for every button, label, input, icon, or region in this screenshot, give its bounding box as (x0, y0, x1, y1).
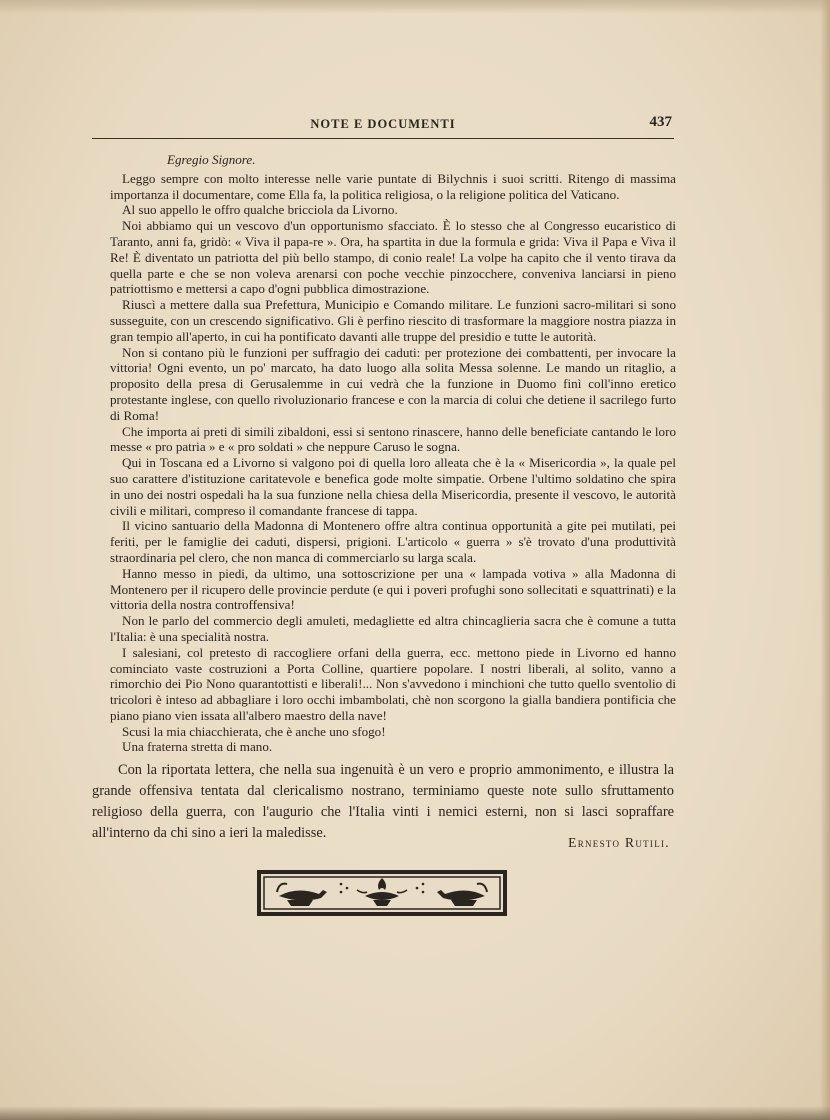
letter-paragraph: Non si contano più le funzioni per suffragio dei caduti: per protezione dei combattenti, per invocare la vittoria! Ogni evento, un po' marcato, ha dato luogo alla solita Messa solenne. Le mando un ritaglio, a proposito della presa di Gerusalemme in cui vedrà che la funzione in Duomo finì coll'inno eretico protestante inglese, con quello rivoluzionario francese e con la marcia di colui che detiene il sacrilego furto di Roma! (110, 344, 676, 423)
letter-paragraph: I salesiani, col pretesto di raccogliere orfani della guerra, ecc. mettono piede in Livorno ed hanno cominciato vaste costruzioni a Porta Colline, quartiere popolare. I nostri liberali, al solito, vanno a rimorchio dei Pio Nono quarantottisti e liberali!... Non s'avvedono i minchioni che tutto quello sventolio di tricolori è inteso ad abbagliare i loro occhi imbambolati, chè non scorgono la gialla bandiera pontificia che piano piano vien issata all'albero maestro della nave! (110, 644, 676, 723)
letter-paragraph: Qui in Toscana ed a Livorno si valgono poi di quella loro alleata che è la « Misericordia », la quale pel suo carattere d'istituzione caritatevole e benefica gode molte simpatie. Orbene l'ultimo soldatino che spira in uno dei nostri ospedali ha la sua funzione nella chiesa della Misericordia, presente il vescovo, le autorità civili e militari, compreso il comandante francese di tappa. (110, 455, 676, 518)
letter-paragraph: Al suo appello le offro qualche bricciola da Livorno. (122, 202, 398, 218)
commentary-body (92, 760, 674, 844)
letter-salutation: Egregio Signore. (167, 152, 256, 167)
page-edge-right (820, 0, 830, 1120)
letter-paragraph: Leggo sempre con molto interesse nelle varie puntate di Bilychnis i suoi scritti. Ritengo di massima importanza il documentare, come Ella fa, la politica religiosa, o la religione politica del Vaticano. (110, 170, 676, 202)
letter-paragraph: Che importa ai preti di simili zibaldoni, essi si sentono rinascere, hanno delle beneficiate cantando le loro messe « pro patria » e « pro soldati » che neppure Caruso le sogna. (110, 423, 676, 455)
letter-paragraph: Hanno messo in piedi, da ultimo, una sottoscrizione per una « lampada votiva » alla Madonna di Montenero per il ricupero delle provincie perdute (e qui i poveri profughi sono sollecitati e squattrinati) e la vittoria della nostra controffensiva! (110, 565, 676, 613)
author-signature: Ernesto Rutili. (568, 835, 670, 850)
running-header (92, 116, 674, 139)
letter-closing: Una fraterna stretta di mano. (122, 739, 273, 755)
page-edge-top (0, 0, 830, 14)
lamps-tailpiece-icon (257, 870, 507, 916)
letter-paragraph: Il vicino santuario della Madonna di Montenero offre altra continua opportunità a gite pei mutilati, pei feriti, per le famiglie dei caduti, dispersi, prigioni. L'articolo « guerra » s'è trovato d'una produttività straordinaria pel clero, che non manca di commerciarlo su larga scala. (110, 518, 676, 565)
page-edge-bottom (0, 1106, 830, 1120)
letter-body (110, 152, 676, 755)
letter-closing: Scusi la mia chiacchierata, che è anche uno sfogo! (122, 723, 386, 739)
letter-paragraph: Riuscì a mettere dalla sua Prefettura, Municipio e Comando militare. Le funzioni sacro-militari si sono susseguite, con un crescendo significativo. Gli è perfino riescito di trasformare la maggiore nostra piazza in gran tempio all'aperto, in cui ha pontificato davanti alle truppe del presidio e tutte le autorità. (110, 297, 676, 344)
letter-paragraph: Non le parlo del commercio degli amuleti, medagliette ed altra chincaglieria sacra che è comune a tutta l'Italia: è una specialità nostra. (110, 613, 676, 644)
commentary-paragraph: Con la riportata lettera, che nella sua ingenuità è un vero e proprio ammonimento, e illustra la grande offensiva tentata dal clericalismo nostrano, terminiamo queste note sullo sfruttamento religioso della guerra, con l'augurio che l'Italia vinti i nemici esterni, non si lasci sopraffare all'interno da chi sino a ieri la maledisse. (92, 762, 674, 841)
letter-paragraph: Noi abbiamo qui un vescovo d'un opportunismo sfacciato. È lo stesso che al Congresso eucaristico di Taranto, anni fa, gridò: « Viva il papa-re ». Ora, ha spartita in due la formula e grida: Viva il Papa e Viva il Re! È diventato un patriotta del più bello stampo, di conio reale! La volpe ha capito che il vento tirava da quella parte e che se non voleva arenarsi con poche vecchie pinzocchere, conveniva lanciarsi in pieno patriottismo e mettersi a capo d'ogni pubblica dimostrazione. (110, 218, 676, 297)
page-number: 437 (649, 114, 672, 130)
running-title: NOTE E DOCUMENTI (310, 117, 456, 131)
